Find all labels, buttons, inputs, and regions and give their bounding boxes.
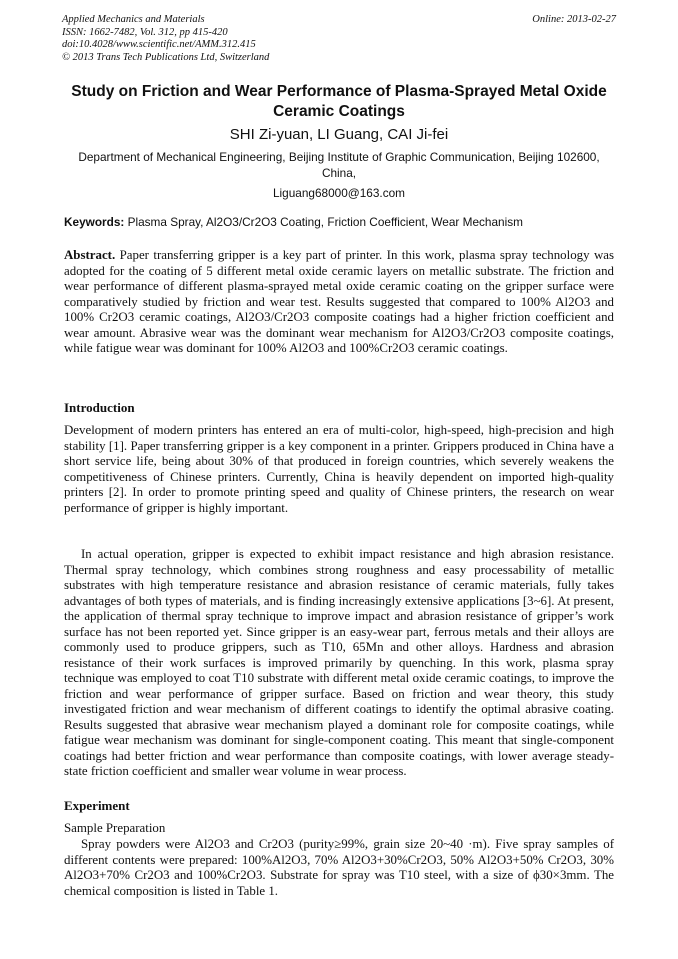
author-email[interactable]: Liguang68000@163.com [272,186,405,200]
keywords-label: Keywords: [64,215,125,229]
journal-header [62,14,462,64]
introduction-paragraph-2: In actual operation, gripper is expected to exhibit impact resistance and high abrasion resistance. Thermal spray technology, which combines strong roughness and easy processability of metallic substrates with high temperature resistance and abrasion resistance of ceramic materials, fully takes advantages of both types of materials, and is finding increasingly extensive applications [3~6]. At present, the application of thermal spray technique to improve impact and abrasion resistance of gripper’s work surface has not been reported yet. Since gripper is an easy-wear part, ferrous metals and their alloys are commonly used to produce grippers, such as T10, 65Mn and other alloys. Hardness and abrasion resistance of their work surfaces is improved primarily by quenching. In this work, plasma spray technique was employed to coat T10 substrate with different metal oxide ceramic coatings, to improve the friction and wear performance of gripper surface. Based on friction and wear theory, this study investigated friction and wear mechanism of different coatings to identify the optimal abrasive coating. Results suggested that abrasive wear mechanism played a dominant role for composite coatings, while fatigue wear mechanism was dominant for single-component coating. This meant that single-component coatings had better friction and wear performance than composite coatings, with lower average steady-state friction coefficient and smaller wear volume in wear process. [64,547,614,778]
online-date: Online: 2013-02-27 [532,14,616,25]
sample-preparation-subheading: Sample Preparation [64,821,166,835]
copyright-line: © 2013 Trans Tech Publications Ltd, Switzerland [62,51,270,63]
experiment-paragraph-1: Spray powders were Al2O3 and Cr2O3 (purity≥99%, grain size 20~40 ·m). Five spray samples of different contents were prepared: 100%Al2O3, 70% Al2O3+30%Cr2O3, 50% Al2O3+50% Cr2O3, 30% Al2O3+70% Cr2O3 and 100%Cr2O3. Substrate for spray was T10 steel, with a size of ϕ30×3mm. The chemical composition is listed in Table 1. [64,837,614,898]
doi-line: doi:10.4028/www.scientific.net/AMM.312.415 [62,39,256,50]
experiment-heading: Experiment [64,798,130,813]
keywords-line [64,214,620,230]
journal-name: Applied Mechanics and Materials [62,14,205,25]
abstract-text: Paper transferring gripper is a key part of printer. In this work, plasma spray technology was adopted for the coating of 5 different metal oxide ceramic layers on metallic substrate. The friction and wear performance of different plasma-sprayed metal oxide ceramic coating on the gripper surface were comparatively studied by friction and wear test. Results suggested that compared to 100% Al2O3 and 100% Cr2O3 ceramic coatings, Al2O3/Cr2O3 composite coatings had a higher friction coefficient and wear amount. Abrasive wear was the dominant wear mechanism for Al2O3/Cr2O3 composite coatings, while fatigue wear was dominant for 100% Al2O3 and 100%Cr2O3 ceramic coatings. [64,248,614,355]
abstract-paragraph [64,248,614,357]
introduction-paragraph-1: Development of modern printers has entered an era of multi-color, high-speed, high-precision and high stability [1]. Paper transferring gripper is a key component in a printer. Grippers produced in China have a short service life, being about 30% of that produced in foreign countries, which severely weakens the competitiveness of Chinese printers. Currently, China is heavily dependent on imported high-quality printers [2]. In order to promote printing speed and quality of Chinese printers, the research on wear performance of gripper is highly important. [64,423,614,515]
paper-title: Study on Friction and Wear Performance of Plasma-Sprayed Metal Oxide Ceramic Coatings [71,83,607,120]
affiliation: Department of Mechanical Engineering, Beijing Institute of Graphic Communication, Beijing 102600, China, [78,150,600,180]
abstract-label: Abstract. [64,248,116,262]
issn-line: ISSN: 1662-7482, Vol. 312, pp 415-420 [62,26,228,38]
introduction-heading: Introduction [64,400,135,415]
author-list: SHI Zi-yuan, LI Guang, CAI Ji-fei [229,126,449,143]
keywords-text: Plasma Spray, Al2O3/Cr2O3 Coating, Friction Coefficient, Wear Mechanism [127,215,523,229]
